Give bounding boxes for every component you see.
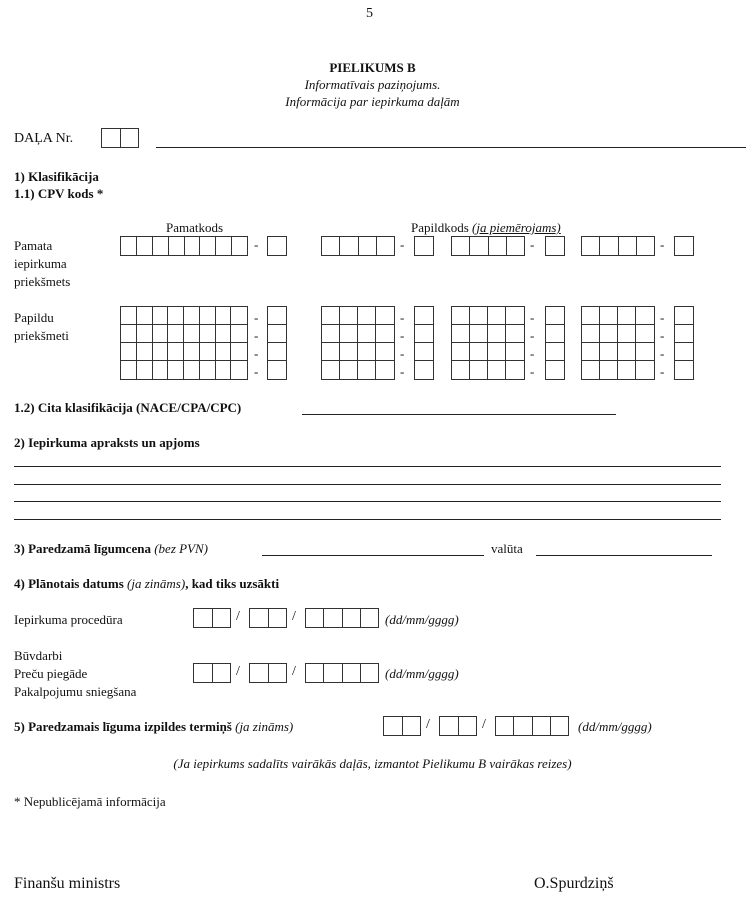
slash: / [482, 717, 486, 732]
dash: - [400, 237, 405, 252]
additional-main-code-grid[interactable] [120, 306, 248, 380]
part-number-line [156, 147, 746, 148]
additional-check-grid[interactable] [267, 306, 287, 380]
contract-price-line[interactable] [262, 555, 484, 556]
slash: / [292, 664, 296, 679]
main-subject-main-code-boxes[interactable] [120, 236, 248, 256]
description-line-3[interactable] [14, 501, 721, 502]
date-format-hint: (dd/mm/gggg) [385, 666, 459, 681]
cpv-code-heading: 1.1) CPV kods * [14, 186, 104, 201]
description-heading: 2) Iepirkuma apraksts un apjoms [14, 435, 200, 450]
additional-extra-code-3-grid[interactable] [581, 306, 655, 380]
page-number: 5 [366, 6, 373, 21]
start-year-boxes[interactable] [305, 663, 379, 683]
annex-subtitle-2: Informācija par iepirkuma daļām [285, 94, 460, 109]
other-classification-line[interactable] [302, 414, 616, 415]
minister-title: Finanšu ministrs [14, 875, 121, 892]
additional-extra-code-1-grid[interactable] [321, 306, 395, 380]
term-day-boxes[interactable] [383, 716, 421, 736]
start-day-boxes[interactable] [193, 663, 231, 683]
slash: / [426, 717, 430, 732]
procedure-year-boxes[interactable] [305, 608, 379, 628]
part-number-label: DAĻA Nr. [14, 131, 74, 146]
term-year-boxes[interactable] [495, 716, 569, 736]
slash: / [292, 609, 296, 624]
currency-line[interactable] [536, 555, 712, 556]
description-line-2[interactable] [14, 484, 721, 485]
description-line-1[interactable] [14, 466, 721, 467]
minister-name: O.Spurdziņš [534, 875, 614, 892]
part-number-boxes[interactable] [101, 128, 139, 148]
dash-column: - - - - [530, 310, 535, 379]
procedure-month-boxes[interactable] [249, 608, 287, 628]
additional-subjects-label: Papildu priekšmeti [14, 310, 69, 343]
date-format-hint: (dd/mm/gggg) [578, 719, 652, 734]
main-subject-check-box[interactable] [267, 236, 287, 256]
dash-column: - - - - [660, 310, 665, 379]
extra-code-column-label: Papildkods (ja piemērojams) [411, 220, 561, 235]
main-code-column-label: Pamatkods [166, 220, 224, 235]
main-subject-extra-check-3[interactable] [674, 236, 694, 256]
planned-date-heading: 4) Plānotais datums (ja zināms), kad tiks uzsākti [14, 576, 280, 591]
additional-extra-check-2-grid[interactable] [545, 306, 565, 380]
procedure-label: Iepirkuma procedūra [14, 612, 123, 627]
dash-column: - - - - [254, 310, 259, 379]
dash: - [530, 237, 535, 252]
main-subject-extra-code-3-boxes[interactable] [581, 236, 655, 256]
contract-price-label: 3) Paredzamā līgumcena (bez PVN) [14, 541, 209, 556]
main-subject-extra-code-2-boxes[interactable] [451, 236, 525, 256]
execution-term-label: 5) Paredzamais līguma izpildes termiņš (ja zināms) [14, 719, 294, 734]
annex-title: PIELIKUMS B [329, 60, 416, 75]
date-format-hint: (dd/mm/gggg) [385, 612, 459, 627]
annex-subtitle-1: Informatīvais paziņojums. [304, 77, 441, 92]
works-supplies-services-label: Būvdarbi Preču piegāde Pakalpojumu sniegšana [14, 648, 137, 699]
dash: - [254, 237, 259, 252]
classification-heading: 1) Klasifikācija [14, 169, 99, 184]
start-month-boxes[interactable] [249, 663, 287, 683]
slash: / [236, 664, 240, 679]
currency-label: valūta [491, 541, 523, 556]
other-classification-label: 1.2) Cita klasifikācija (NACE/CPA/CPC) [14, 400, 242, 415]
main-subject-extra-check-2[interactable] [545, 236, 565, 256]
slash: / [236, 609, 240, 624]
additional-extra-code-2-grid[interactable] [451, 306, 525, 380]
dash-column: - - - - [400, 310, 405, 379]
dash: - [660, 237, 665, 252]
main-subject-label: Pamata iepirkuma priekšmets [14, 238, 71, 289]
term-month-boxes[interactable] [439, 716, 477, 736]
procedure-day-boxes[interactable] [193, 608, 231, 628]
parts-note: (Ja iepirkums sadalīts vairākās daļās, izmantot Pielikumu B vairākas reizes) [173, 756, 572, 771]
description-line-4[interactable] [14, 519, 721, 520]
additional-extra-check-1-grid[interactable] [414, 306, 434, 380]
main-subject-extra-check-1[interactable] [414, 236, 434, 256]
footnote: * Nepublicējamā informācija [14, 794, 166, 809]
additional-extra-check-3-grid[interactable] [674, 306, 694, 380]
main-subject-extra-code-1-boxes[interactable] [321, 236, 395, 256]
